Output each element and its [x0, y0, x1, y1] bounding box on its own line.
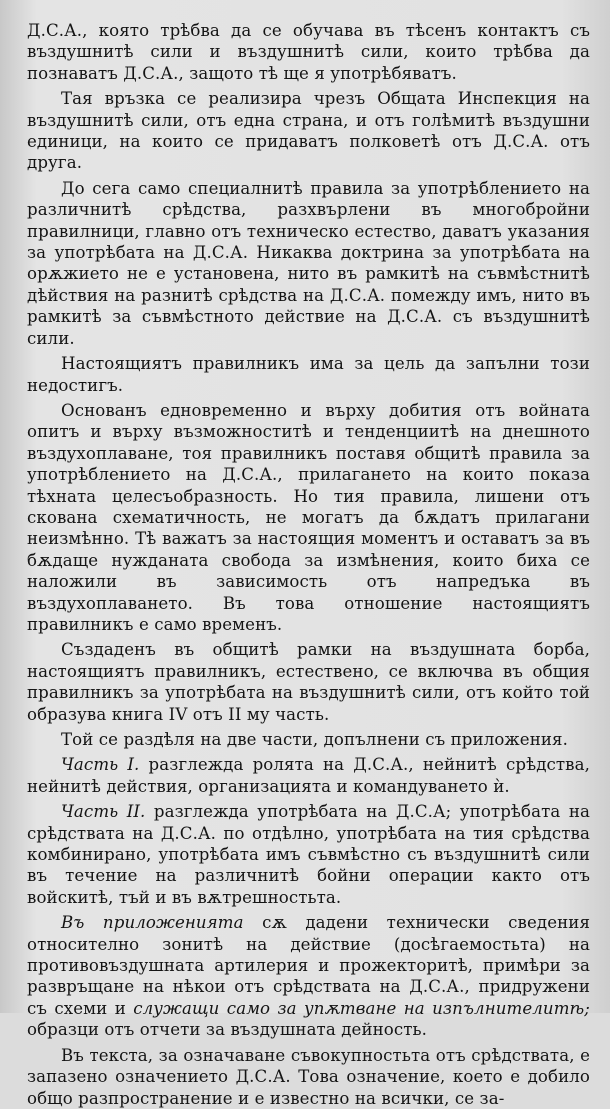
appendices-heading: Въ приложенията: [61, 913, 244, 933]
part-two-heading: Часть II.: [61, 802, 146, 822]
paragraph-11: [27, 1045, 590, 1109]
page-body-text: [27, 20, 590, 1109]
paragraph-text: Д.С.А., която трѣбва да се обучава въ тѣсенъ контактъ съ въздушнитѣ сили и въздушнитѣ сили, които трѣбва да познаватъ Д.С.А., защото тѣ ще я употрѣбяватъ.: [27, 21, 590, 83]
paragraph-text: образци отъ отчети за въздушната дейность.: [27, 1020, 428, 1040]
paragraph-1: [27, 20, 590, 84]
paragraph-text: Тая връзка се реализира чрезъ Общата Инспекция на въздушнитѣ сили, отъ една страна, и отъ голѣмитѣ въздушни единици, на които се придаватъ полковетѣ отъ Д.С.А. отъ друга.: [27, 89, 590, 173]
paragraph-text: Той се раздѣля на две части, допълнени съ приложения.: [61, 730, 568, 749]
paragraph-text: разглежда ролята на Д.С.А., нейнитѣ срѣдства, нейнитѣ действия, организацията и командуването ѝ.: [27, 755, 590, 796]
emphasis-text: служащи само за упѫтване на изпълнителитѣ;: [133, 998, 590, 1018]
paragraph-6: [27, 639, 590, 725]
paragraph-8: [27, 754, 590, 797]
paragraph-9: [27, 801, 590, 908]
paragraph-text: сѫ дадени технически сведения относително зонитѣ на действие (досѣгаемостьта) на противовъздушната артилерия и прожекторитѣ, примѣри за развръщане на нѣкои отъ срѣдствата на Д.С.А., придружени съ схеми и: [27, 913, 591, 1018]
paragraph-10: [27, 912, 590, 1040]
paragraph-text: До сега само специалнитѣ правила за употрѣблението на различнитѣ срѣдства, разхвърлени въ многобройни правилници, главно отъ техническо естество, даватъ указания за употрѣбата на Д.С.А. Никаква доктрина за употрѣбата на орѫжието не е установена, нито въ рамкитѣ на съвмѣстнитѣ дѣйствия на разнитѣ срѣдства на Д.С.А. помежду имъ, нито въ рамкитѣ за съвмѣстното действие на Д.С.А. съ въздушнитѣ сили.: [27, 178, 590, 348]
paragraph-text: Настоящиятъ правилникъ има за цель да запълни този недостигъ.: [27, 354, 590, 395]
paragraph-3: [27, 178, 590, 349]
paragraph-text: Основанъ едновременно и върху добития отъ войната опитъ и върху възможноститѣ и тенденциитѣ на днешното въздухоплаване, тоя правилникъ поставя общитѣ правила за употрѣблението на Д.С.А., прилагането на които показа тѣхната целесъобразность. Но тия правила, лишени отъ скована схематичность, не могатъ да бѫдатъ прилагани неизмѣнно. Тѣ важатъ за настоящия моментъ и оставатъ за въ бѫдаще нужданата свобода за измѣнения, които биха се наложили въ зависимость отъ напредъка въ въздухоплаването. Въ това отношение настоящиятъ правилникъ е само временъ.: [27, 400, 590, 634]
part-one-heading: Часть I.: [61, 755, 140, 775]
paragraph-text: разглежда употрѣбата на Д.С.А; употрѣбата на срѣдствата на Д.С.А. по отдѣлно, употрѣбата на тия срѣдства комбинирано, употрѣбата имъ съвмѣстно съ въздушнитѣ сили въ течение на различнитѣ бойни операции както отъ войскитѣ, тъй и въ вѫтрешностьта.: [27, 802, 590, 907]
paragraph-4: [27, 353, 590, 396]
paragraph-2: [27, 88, 590, 174]
paragraph-5: [27, 400, 590, 635]
paragraph-7: [27, 729, 590, 750]
paragraph-text: Създаденъ въ общитѣ рамки на въздушната борба, настоящиятъ правилникъ, естествено, се включва въ общия правилникъ за употрѣбата на въздушнитѣ сили, отъ който той образува книга IV отъ II му часть.: [27, 640, 590, 724]
paragraph-text: Въ текста, за означаване съвокупностьта отъ срѣдствата, е запазено означението Д.С.А. Това означение, което е добило общо разпространение и е известно на всички, се за-: [27, 1045, 590, 1108]
